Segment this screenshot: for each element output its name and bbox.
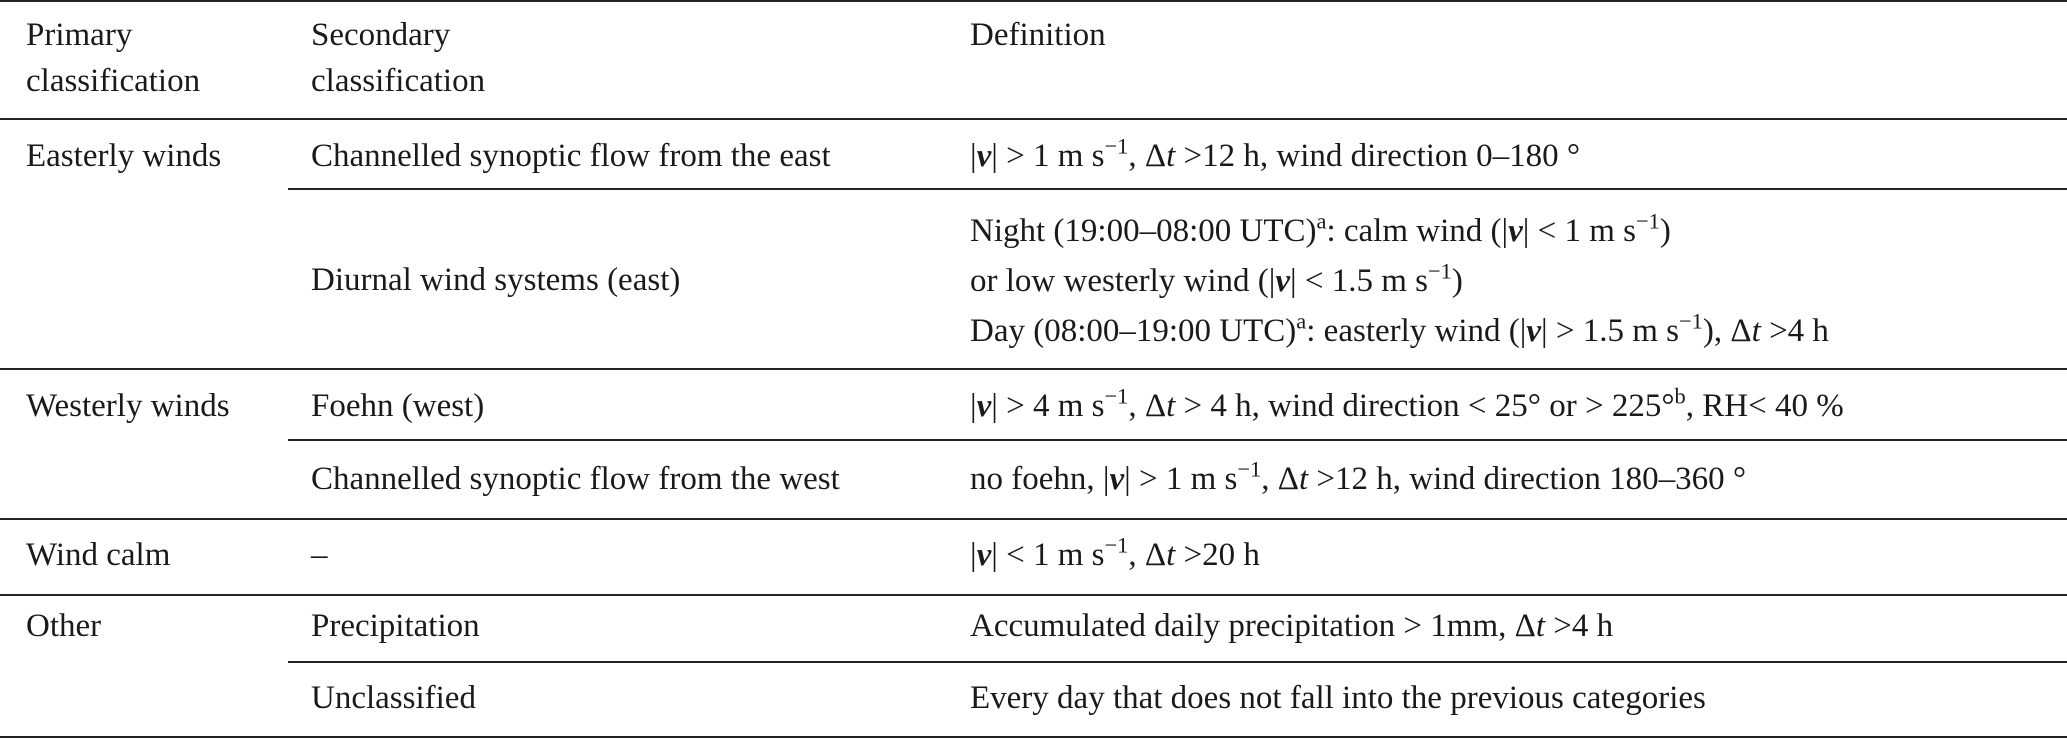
diurnal-line-night: Night (19:00–08:00 UTC)$^a$: calm wind (|v| < 1 m $s^{-1}$)	[970, 208, 1671, 249]
diurnal-line-day: Day (08:00–19:00 UTC)$^a$: easterly wind (|v| > 1.5 m $s^{-1}$), Δt >4 h	[970, 308, 1829, 349]
top-rule	[0, 0, 2067, 2]
row-rule	[288, 661, 2067, 663]
secondary-channelled-east: Channelled synoptic flow from the east	[311, 138, 831, 174]
header-secondary: Secondary classification	[311, 17, 486, 99]
bottom-rule	[0, 736, 2067, 738]
diurnal-line-westerly: or low westerly wind (|v| < 1.5 m $s^{-1}$)	[970, 258, 1463, 299]
secondary-precip: Precipitation	[311, 608, 480, 644]
row-rule	[288, 188, 2067, 190]
header-rule	[0, 118, 2067, 120]
primary-calm: Wind calm	[26, 537, 171, 573]
definition-channelled-east: |v| > 1 m $s^{-1}$, Δt >12 h, wind direction 0–180 °	[970, 133, 1581, 174]
definition-unclassified: Every day that does not fall into the previous categories	[970, 680, 1706, 716]
primary-other: Other	[26, 608, 102, 644]
row-rule	[0, 368, 2067, 370]
secondary-unclassified: Unclassified	[311, 680, 476, 716]
secondary-diurnal: Diurnal wind systems (east)	[311, 262, 681, 298]
primary-easterly: Easterly winds	[26, 138, 222, 174]
definition-foehn: |v| > 4 m $s^{-1}$, Δt > 4 h, wind direction < 25° or > 225°$^b$, RH< 40 %	[970, 383, 1844, 424]
secondary-calm: –	[311, 537, 328, 573]
header-definition: Definition	[970, 17, 1106, 53]
definition-precip: Accumulated daily precipitation > 1mm, Δt >4 h	[970, 608, 1614, 644]
row-rule	[288, 439, 2067, 441]
header-primary: Primary classification	[26, 17, 201, 99]
definition-channelled-west: no foehn, |v| > 1 m $s^{-1}$, Δt >12 h, wind direction 180–360 °	[970, 456, 1747, 497]
row-rule	[0, 518, 2067, 520]
primary-westerly: Westerly winds	[26, 388, 230, 424]
definition-calm: |v| < 1 m $s^{-1}$, Δt >20 h	[970, 532, 1260, 573]
row-rule	[0, 594, 2067, 596]
secondary-channelled-west: Channelled synoptic flow from the west	[311, 461, 840, 497]
secondary-foehn: Foehn (west)	[311, 388, 485, 424]
definition-diurnal	[970, 206, 1829, 356]
